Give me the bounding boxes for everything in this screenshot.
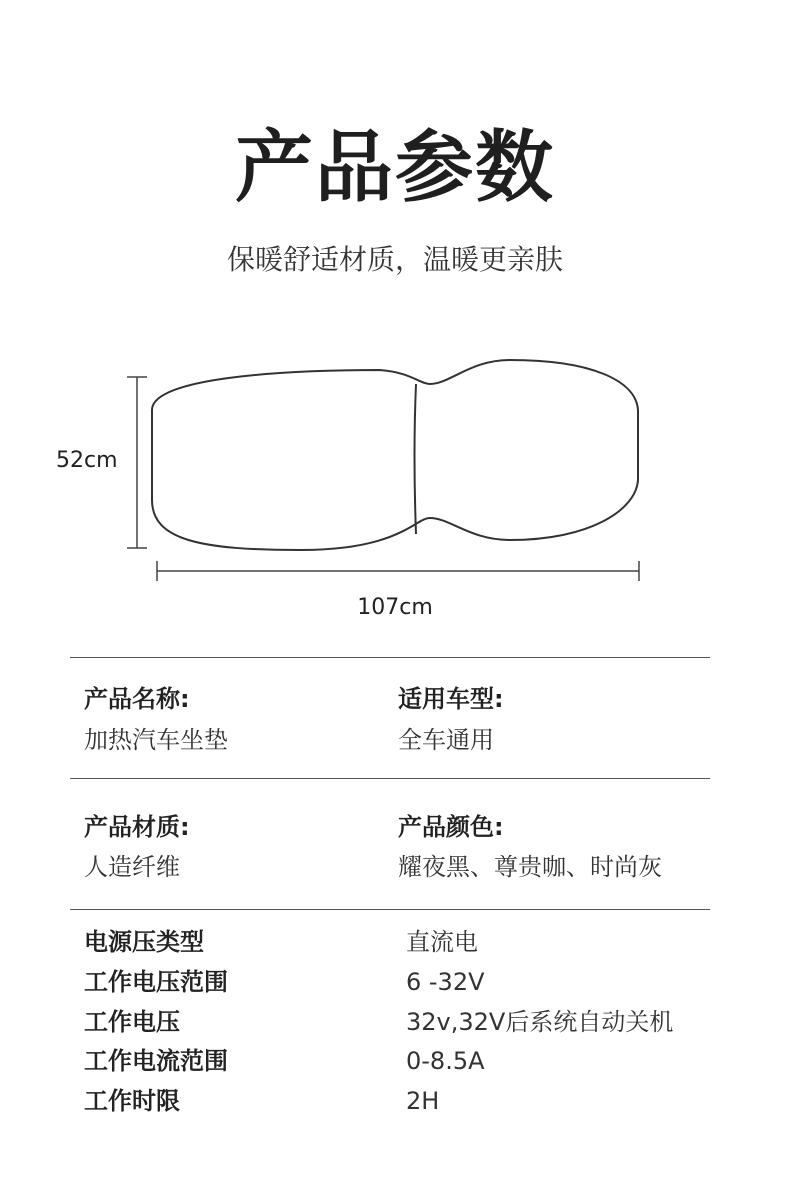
spec-key: 工作电压范围 (84, 968, 228, 996)
page-subtitle: 保暖舒适材质，温暖更亲肤 (226, 243, 563, 276)
divider (70, 778, 710, 779)
product-name-value: 加热汽车坐垫 (84, 726, 228, 754)
spec-value: 32v,32V后系统自动关机 (406, 1008, 674, 1036)
cushion-seam (415, 384, 417, 534)
divider (70, 657, 710, 658)
spec-key: 工作电流范围 (84, 1047, 228, 1075)
vehicle-fit-value: 全车通用 (398, 726, 494, 754)
spec-value: 6 -32V (406, 968, 485, 996)
material-value: 人造纤维 (84, 853, 180, 881)
spec-key: 电源压类型 (84, 928, 204, 956)
spec-value: 0-8.5A (406, 1047, 485, 1075)
spec-value: 2H (406, 1087, 440, 1115)
divider (70, 909, 710, 910)
seat-cushion-diagram (0, 340, 790, 640)
cushion-outline (152, 360, 638, 550)
spec-value: 直流电 (406, 928, 478, 956)
page-title: 产品参数 (234, 123, 555, 213)
product-name-label: 产品名称: (84, 685, 190, 713)
color-value: 耀夜黑、尊贵咖、时尚灰 (398, 853, 662, 881)
spec-key: 工作电压 (84, 1008, 180, 1036)
spec-key: 工作时限 (84, 1087, 180, 1115)
material-label: 产品材质: (84, 813, 190, 841)
color-label: 产品颜色: (398, 813, 504, 841)
height-label: 52cm (56, 448, 118, 473)
vehicle-fit-label: 适用车型: (398, 685, 504, 713)
width-label: 107cm (357, 595, 433, 620)
